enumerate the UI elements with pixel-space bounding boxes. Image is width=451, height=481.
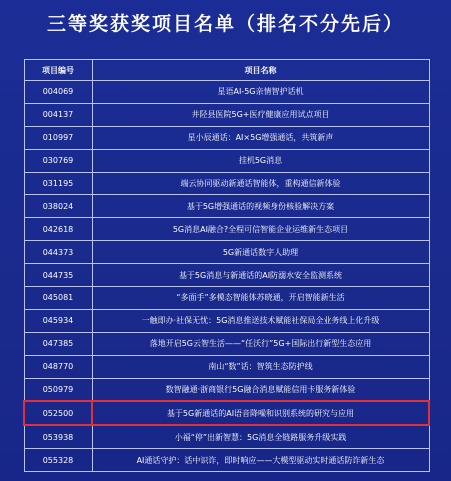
project-id: 045081	[24, 287, 92, 310]
project-name: 5G新通话数字人助理	[92, 241, 429, 264]
column-header-name: 项目名称	[92, 60, 429, 81]
table-row	[24, 149, 429, 172]
project-name: 基于5G新通话的AI语音降噪和识别系统的研究与应用	[92, 401, 429, 425]
award-list-table	[23, 59, 430, 472]
project-name: 数智融通·浙商银行5G融合消息赋能信用卡服务新体验	[92, 378, 429, 401]
project-id: 047385	[24, 332, 92, 355]
project-id: 042618	[24, 218, 92, 241]
project-name: 井陉县医院5G+医疗健康应用试点项目	[92, 103, 429, 126]
project-name: “多面手”多模态智能体苏晓通，开启智能新生活	[92, 287, 429, 310]
project-name: 一触即办·社保无忧：5G消息推送技术赋能社保局全业务线上化升级	[92, 309, 429, 332]
column-header-id: 项目编号	[24, 60, 92, 81]
project-name: 小福“停”出新智慧：5G消息全链路服务升级实践	[92, 425, 429, 448]
table-row	[24, 287, 429, 310]
project-id: 044735	[24, 264, 92, 287]
project-id: 038024	[24, 195, 92, 218]
project-id: 004069	[24, 81, 92, 104]
table-row	[24, 425, 429, 448]
project-id: 048770	[24, 355, 92, 378]
project-name: 星语AI-5G亲情智护话机	[92, 81, 429, 104]
project-id: 030769	[24, 149, 92, 172]
project-name: 基于5G消息与新通话的AI防溺水安全监测系统	[92, 264, 429, 287]
table-row	[24, 195, 429, 218]
project-name: 南山“数”话：智筑生态防护线	[92, 355, 429, 378]
project-name: 挂机5G消息	[92, 149, 429, 172]
project-id: 045934	[24, 309, 92, 332]
project-name: 落地开启5G云智生活——“任沃行”5G+国际出行新型生态应用	[92, 332, 429, 355]
project-id: 004137	[24, 103, 92, 126]
table-row	[24, 264, 429, 287]
table-row	[24, 126, 429, 149]
table-header-row	[24, 60, 429, 81]
project-id: 053938	[24, 425, 92, 448]
table-row	[24, 332, 429, 355]
project-id: 052500	[24, 401, 92, 425]
project-name: 基于5G增强通话的视频身份核验解决方案	[92, 195, 429, 218]
project-id: 031195	[24, 172, 92, 195]
project-name: 5G消息AI融合?全程可信智能企业运维新生态项目	[92, 218, 429, 241]
table-row	[24, 81, 429, 104]
table-row	[24, 172, 429, 195]
table-row	[24, 218, 429, 241]
project-id: 055328	[24, 449, 92, 472]
project-id: 044373	[24, 241, 92, 264]
table-row	[24, 449, 429, 472]
table-row	[24, 103, 429, 126]
page-title: 三等奖获奖项目名单（排名不分先后）	[46, 13, 404, 35]
project-id: 050979	[24, 378, 92, 401]
highlighted-table-row	[24, 401, 429, 425]
table-row	[24, 309, 429, 332]
project-name: 星小辰通话：AI×5G增强通话，共筑新声	[92, 126, 429, 149]
project-id: 010997	[24, 126, 92, 149]
table-row	[24, 355, 429, 378]
table-row	[24, 378, 429, 401]
table-row	[24, 241, 429, 264]
project-name: 端云协同驱动新通话智能体，重构通信新体验	[92, 172, 429, 195]
project-name: AI通话守护：话中识诈，即时响应——大模型驱动实时通话防诈新生态	[92, 449, 429, 472]
